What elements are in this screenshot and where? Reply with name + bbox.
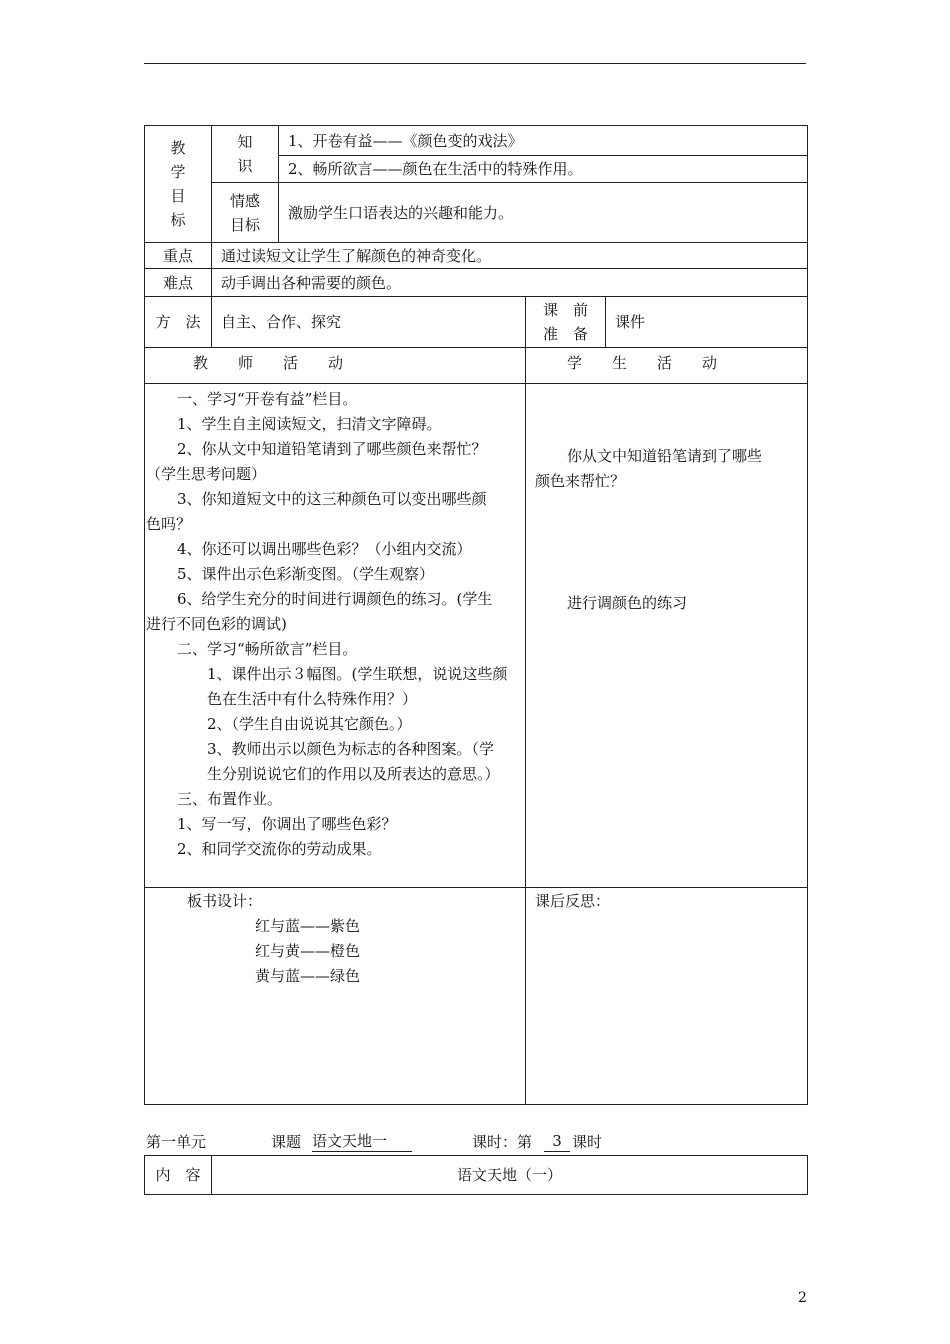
activity-line: 5、课件出示色彩渐变图。（学生观察） xyxy=(177,565,435,583)
activity-line: 2、（学生自由说说其它颜色。） xyxy=(207,715,412,733)
emotion-goal-text: 激励学生口语表达的兴趣和能力。 xyxy=(279,183,808,243)
difficulty-text: 动手调出各种需要的颜色。 xyxy=(212,269,808,297)
period-prefix: 课时：第 xyxy=(472,1133,533,1151)
teacher-activity xyxy=(145,384,526,888)
activity-line: 1、课件出示３幅图。(学生联想，说说这些颜 xyxy=(207,665,508,683)
period-number: 3 xyxy=(544,1132,570,1152)
board-line: 红与蓝——紫色 xyxy=(255,917,361,935)
activity-line: 色在生活中有什么特殊作用？） xyxy=(207,690,418,708)
lesson-plan-table xyxy=(144,125,808,1105)
teaching-goals-label: 教 学 目 标 xyxy=(145,126,212,243)
student-activity-header: 学 生 活 动 xyxy=(526,348,808,384)
board-design xyxy=(145,888,526,1105)
activity-line: 进行不同色彩的调试) xyxy=(146,615,287,633)
after-class-reflection xyxy=(526,888,808,1105)
activity-line: 3、教师出示以颜色为标志的各种图案。（学 xyxy=(207,740,495,758)
student-practice: 进行调颜色的练习 xyxy=(567,594,688,612)
difficulty-label: 难点 xyxy=(145,269,212,297)
topic-value: 语文天地一 xyxy=(312,1132,412,1152)
preparation-text: 课件 xyxy=(606,297,808,348)
content-table xyxy=(144,1155,808,1195)
activity-line: 色吗？ xyxy=(146,515,192,533)
content-text: 语文天地（一） xyxy=(212,1156,808,1195)
knowledge-item-2: 2、畅所欲言——颜色在生活中的特殊作用。 xyxy=(279,156,808,183)
method-label: 方 法 xyxy=(145,297,212,348)
activity-line: （学生思考问题） xyxy=(146,465,267,483)
activity-line: 2、和同学交流你的劳动成果。 xyxy=(177,840,382,858)
key-point-label: 重点 xyxy=(145,243,212,269)
key-point-text: 通过读短文让学生了解颜色的神奇变化。 xyxy=(212,243,808,269)
topic-label: 课题 xyxy=(271,1133,302,1151)
knowledge-item-1: 1、开卷有益——《颜色变的戏法》 xyxy=(279,126,808,156)
method-text: 自主、合作、探究 xyxy=(212,297,526,348)
reflection-label: 课后反思： xyxy=(535,892,611,910)
content-label: 内 容 xyxy=(145,1156,212,1195)
student-activity xyxy=(526,384,808,888)
emotion-goal-label: 情感 目标 xyxy=(212,183,279,243)
header-rule xyxy=(144,63,806,64)
activity-line: 6、给学生充分的时间进行调颜色的练习。(学生 xyxy=(177,590,493,608)
period-suffix: 课时 xyxy=(572,1133,603,1151)
activity-line: 3、你知道短文中的这三种颜色可以变出哪些颜 xyxy=(177,490,487,508)
student-question-line: 你从文中知道铅笔请到了哪些 xyxy=(567,447,763,465)
board-line: 黄与蓝——绿色 xyxy=(255,967,361,985)
activity-line: 4、你还可以调出哪些色彩？（小组内交流） xyxy=(177,540,472,558)
activity-line: 2、你从文中知道铅笔请到了哪些颜色来帮忙？ xyxy=(177,440,487,458)
board-line: 红与黄——橙色 xyxy=(255,942,361,960)
unit-label: 第一单元 xyxy=(146,1133,207,1151)
activity-line: 1、学生自主阅读短文，扫清文字障碍。 xyxy=(177,415,442,433)
knowledge-label: 知 识 xyxy=(212,126,279,183)
teacher-activity-header: 教 师 活 动 xyxy=(145,348,526,384)
activity-line: 1、写一写，你调出了哪些色彩？ xyxy=(177,815,397,833)
activity-line: 二、学习“畅所欲言”栏目。 xyxy=(177,640,358,658)
student-question-line: 颜色来帮忙？ xyxy=(535,472,626,490)
preparation-label: 课 前 准 备 xyxy=(526,297,606,348)
page-number: 2 xyxy=(798,1290,807,1306)
board-design-title: 板书设计： xyxy=(187,892,263,910)
activity-line: 生分别说说它们的作用以及所表达的意思。） xyxy=(207,765,500,783)
activity-line: 三、布置作业。 xyxy=(177,790,283,808)
activity-line: 一、学习“开卷有益”栏目。 xyxy=(177,390,358,408)
